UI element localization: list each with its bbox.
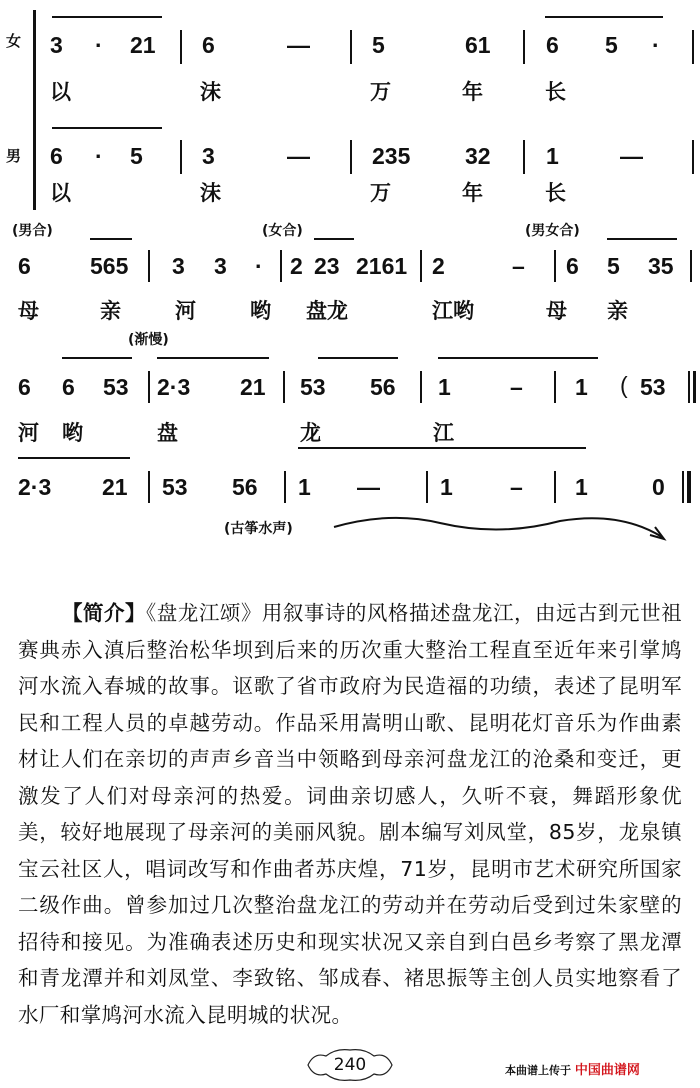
lyric: 万 xyxy=(370,80,391,104)
label-male-chorus: (男合) xyxy=(12,223,53,239)
note: · xyxy=(255,253,263,279)
barline xyxy=(523,140,525,174)
barline xyxy=(148,250,150,282)
note: 53 xyxy=(103,374,129,400)
part-label-male: 男 xyxy=(6,147,22,165)
system-barline-left xyxy=(33,10,36,210)
note: 6 xyxy=(62,374,75,400)
note: 5 xyxy=(130,143,143,169)
lyric: 万 xyxy=(370,181,391,205)
note: 1 xyxy=(298,474,311,500)
lyric: 长 xyxy=(545,80,566,104)
barline xyxy=(420,250,422,282)
barline xyxy=(692,30,694,64)
barline xyxy=(283,371,285,403)
lyric: 沫 xyxy=(200,80,221,104)
source-prefix: 本曲谱上传于 xyxy=(505,1064,571,1077)
barline xyxy=(350,30,352,64)
note: · xyxy=(95,32,103,58)
note: 565 xyxy=(90,253,129,279)
note: 235 xyxy=(372,143,411,169)
tie xyxy=(444,447,586,449)
note: 6 xyxy=(202,32,215,58)
note: 0 xyxy=(652,474,665,500)
slur xyxy=(52,127,162,129)
barline xyxy=(148,371,150,403)
lyric: 以 xyxy=(50,80,71,104)
lyric: 河 xyxy=(175,299,196,323)
lyric: 盘 xyxy=(157,421,178,445)
label-female-chorus: (女合) xyxy=(262,223,303,239)
slur xyxy=(314,238,354,240)
intro-text: 《盘龙江颂》用叙事诗的风格描述盘龙江，由远古到元世祖赛典赤入滇后整治松华坝到后来的历次重大整治工程直至近年来引掌鸠河水流入春城的故事。讴歌了省市政府为民造福的功绩，表述了昆明军民和工程人员的卓越劳动。作品采用嵩明山歌、昆明花灯音乐为作曲素材让人们在亲切的声声乡音当中领略到母亲河盘龙江的沧桑和变迁，更激发了人们对母亲河的热爱。词曲亲切感人，久听不衰，舞蹈形象优美，较好地展现了母亲河的美丽风貌。剧本编写刘凤堂，85岁，龙泉镇宝云社区人，唱词改写和作曲者苏庆煌，71岁，昆明市艺术研究所国家二级作曲。曾参加过几次整治盘龙江的劳动并在劳动后受到过朱家壁的招待和接见。为准确表述历史和现实状况又亲自到白邑乡考察了黑龙潭和青龙潭并和刘凤堂、李致铭、邹成春、褚思振等主创人员实地察看了水厂和掌鸠河水流入昆明城的状况。 xyxy=(18,601,682,1027)
note: 1 xyxy=(438,374,451,400)
note: — xyxy=(287,32,310,58)
note: 2161 xyxy=(356,253,408,279)
lyric: 江 xyxy=(433,421,454,445)
note: 1 xyxy=(440,474,453,500)
note: 6 xyxy=(18,374,31,400)
lyric: 盘龙 xyxy=(306,299,348,323)
tie xyxy=(298,447,444,449)
intro-paragraph xyxy=(18,595,682,1033)
note: 5 xyxy=(605,32,618,58)
source-credit xyxy=(505,1059,640,1078)
note: 3 xyxy=(214,253,227,279)
barline-double xyxy=(693,371,696,403)
source-brand: 中国曲谱网 xyxy=(574,1063,640,1078)
lyric: 母 xyxy=(18,299,39,323)
lyric: 哟 xyxy=(62,421,83,445)
barline xyxy=(280,250,282,282)
barline-final xyxy=(687,471,691,503)
label-guzheng: (古筝水声) xyxy=(224,521,293,537)
lyric: 哟 xyxy=(250,299,271,323)
note: 35 xyxy=(648,253,674,279)
barline xyxy=(420,371,422,403)
slur xyxy=(52,16,162,18)
lyric: 以 xyxy=(50,181,71,205)
barline xyxy=(690,250,692,282)
note: – xyxy=(510,374,523,400)
barline xyxy=(682,471,684,503)
note: – xyxy=(510,474,523,500)
note: 6 xyxy=(18,253,31,279)
note: – xyxy=(512,253,525,279)
barline xyxy=(148,471,150,503)
note: 23 xyxy=(314,253,340,279)
note: 2·3 xyxy=(157,374,191,400)
note: · xyxy=(95,143,103,169)
barline xyxy=(523,30,525,64)
lyric: 龙 xyxy=(300,421,321,445)
lyric: 江哟 xyxy=(432,299,474,323)
part-label-female: 女 xyxy=(6,32,22,50)
note: 61 xyxy=(465,32,491,58)
note: — xyxy=(287,143,310,169)
note: 5 xyxy=(607,253,620,279)
note: 5 xyxy=(372,32,385,58)
lyric: 年 xyxy=(462,181,483,205)
note: 21 xyxy=(240,374,266,400)
note: 56 xyxy=(232,474,258,500)
note: — xyxy=(620,143,643,169)
tie xyxy=(438,357,598,359)
note: 3 xyxy=(50,32,63,58)
lyric: 亲 xyxy=(607,299,628,323)
note: 1 xyxy=(546,143,559,169)
note: 6 xyxy=(566,253,579,279)
barline xyxy=(426,471,428,503)
lyric: 沫 xyxy=(200,181,221,205)
note: 53 xyxy=(640,374,666,400)
note: 1 xyxy=(575,474,588,500)
barline xyxy=(180,30,182,64)
label-mixed-chorus: (男女合) xyxy=(525,223,580,239)
note: 53 xyxy=(162,474,188,500)
barline xyxy=(554,250,556,282)
lyric: 亲 xyxy=(100,299,121,323)
note: 6 xyxy=(546,32,559,58)
label-slowing: (渐慢) xyxy=(128,332,169,348)
note: · xyxy=(652,32,660,58)
note: 53 xyxy=(300,374,326,400)
lyric: 长 xyxy=(545,181,566,205)
slur xyxy=(318,357,398,359)
barline xyxy=(554,471,556,503)
slur xyxy=(62,357,132,359)
barline xyxy=(692,140,694,174)
barline xyxy=(688,371,690,403)
intro-tag: 【简介】 xyxy=(62,601,147,625)
barline xyxy=(180,140,182,174)
barline xyxy=(284,471,286,503)
barline xyxy=(554,371,556,403)
note: 56 xyxy=(370,374,396,400)
note: 21 xyxy=(130,32,156,58)
slur xyxy=(157,357,269,359)
slur xyxy=(18,457,130,459)
water-wave-arrow-icon xyxy=(330,505,675,549)
note: 1 xyxy=(575,374,588,400)
note: 3 xyxy=(202,143,215,169)
page-footer xyxy=(0,1046,700,1086)
slur xyxy=(90,238,132,240)
paren-open: ( xyxy=(620,372,628,398)
lyric: 河 xyxy=(18,421,39,445)
note: 6 xyxy=(50,143,63,169)
note: 2·3 xyxy=(18,474,52,500)
slur xyxy=(545,16,663,18)
lyric: 母 xyxy=(546,299,567,323)
lyric: 年 xyxy=(462,80,483,104)
note: 21 xyxy=(102,474,128,500)
slur xyxy=(607,238,677,240)
note: 32 xyxy=(465,143,491,169)
note: 3 xyxy=(172,253,185,279)
note: 2 xyxy=(290,253,303,279)
note: 2 xyxy=(432,253,445,279)
page-number: 240 xyxy=(333,1055,367,1075)
barline xyxy=(350,140,352,174)
note: — xyxy=(357,474,380,500)
